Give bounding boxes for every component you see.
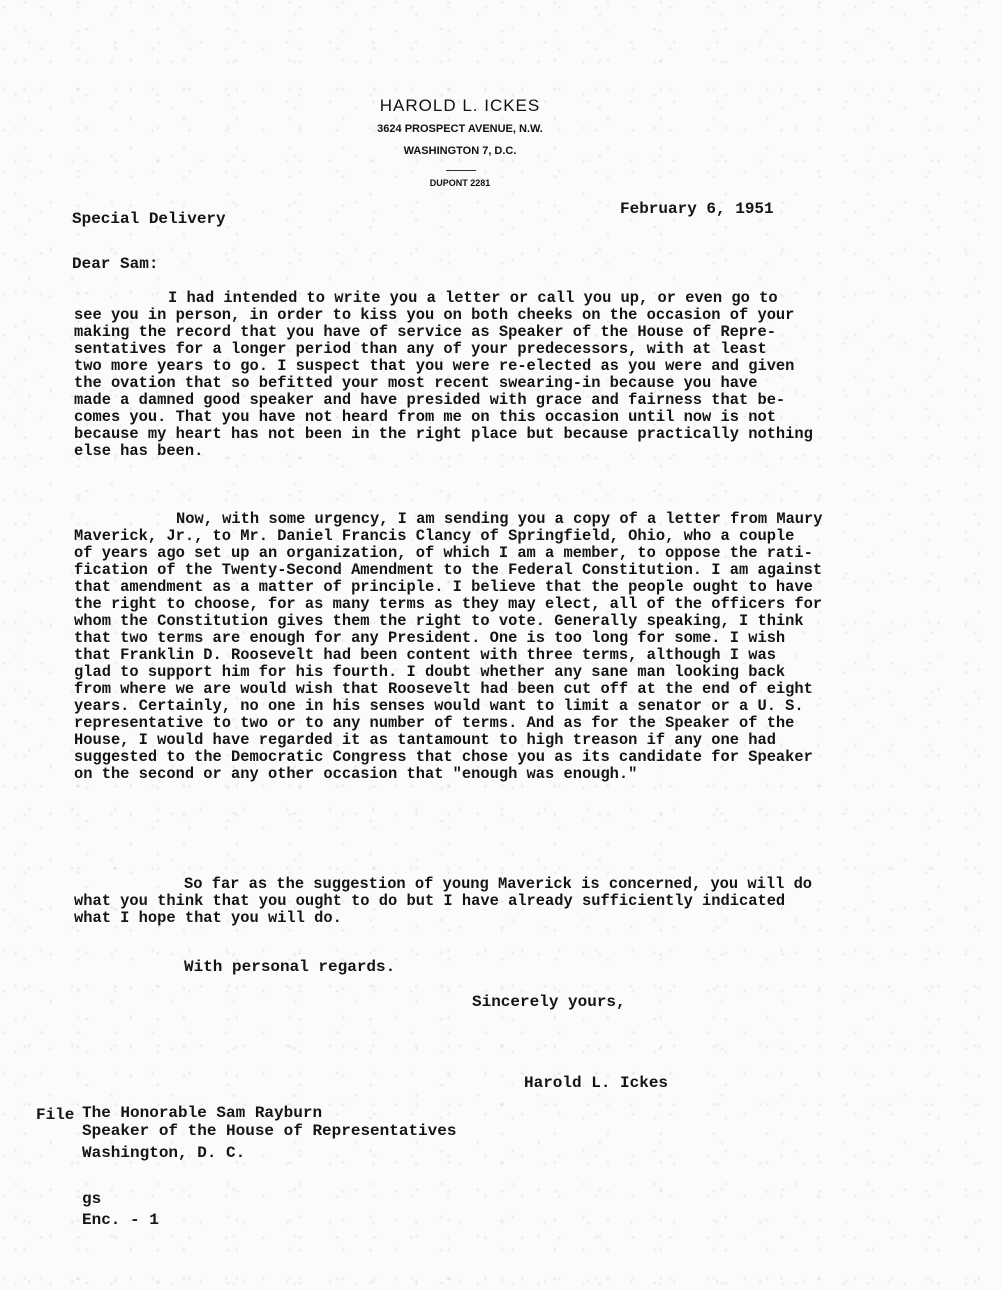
letterhead-name: HAROLD L. ICKES xyxy=(379,96,541,115)
text-line: two more years to go. I suspect that you were re-elected as you were and given xyxy=(74,357,795,375)
text-line: from where we are would wish that Roosevelt had been cut off at the end of eight xyxy=(74,680,813,698)
text-line: that two terms are enough for any President. One is too long for some. I wish xyxy=(74,629,786,647)
typist-initials: gs xyxy=(82,1190,102,1208)
text-line: the ovation that so befitted your most recent swearing-in because you have xyxy=(74,374,758,392)
regards-line: With personal regards. xyxy=(184,958,396,976)
recipient-line-1: The Honorable Sam Rayburn xyxy=(82,1104,323,1122)
text-line: years. Certainly, no one in his senses would want to limit a senator or a U. S. xyxy=(74,697,804,715)
text-line: So far as the suggestion of young Maverick is concerned, you will do xyxy=(184,875,813,893)
text-line: making the record that you have of service as Speaker of the House of Repre- xyxy=(74,323,776,341)
text-line: Maverick, Jr., to Mr. Daniel Francis Clancy of Springfield, Ohio, who a couple xyxy=(74,527,795,545)
letterhead-address: 3624 PROSPECT AVENUE, N.W. xyxy=(377,123,543,135)
paragraph-2 xyxy=(74,511,823,783)
text-line: suggested to the Democratic Congress that chose you as its candidate for Speaker xyxy=(74,748,813,766)
recipient-line-3: Washington, D. C. xyxy=(82,1144,246,1162)
text-line: see you in person, in order to kiss you on both cheeks on the occasion of your xyxy=(74,306,795,324)
enclosure-note: Enc. - 1 xyxy=(82,1211,159,1229)
signature-name: Harold L. Ickes xyxy=(524,1074,669,1092)
text-line: that Franklin D. Roosevelt had been content with three terms, although I was xyxy=(74,646,776,664)
letterhead-phone: DUPONT 2281 xyxy=(429,178,491,188)
text-line: else has been. xyxy=(74,442,204,460)
text-line: what I hope that you will do. xyxy=(74,909,342,927)
text-line: whom the Constitution gives them the right to vote. Generally speaking, I think xyxy=(74,612,804,630)
letterhead-divider xyxy=(446,170,476,171)
text-line: representative to two or to any number of terms. And as for the Speaker of the xyxy=(74,714,795,732)
text-line: fication of the Twenty-Second Amendment to the Federal Constitution. I am against xyxy=(74,561,823,579)
text-line: glad to support him for his fourth. I doubt whether any sane man looking back xyxy=(74,663,786,681)
delivery-note: Special Delivery xyxy=(72,210,226,228)
letter-date: February 6, 1951 xyxy=(620,200,774,218)
file-note: File xyxy=(36,1106,75,1124)
text-line: sentatives for a longer period than any of your predecessors, with at least xyxy=(74,340,767,358)
text-line: of years ago set up an organization, of which I am a member, to oppose the rati- xyxy=(74,544,813,562)
closing: Sincerely yours, xyxy=(472,993,626,1011)
salutation: Dear Sam: xyxy=(72,255,159,273)
text-line: that amendment as a matter of principle. I believe that the people ought to have xyxy=(74,578,813,596)
text-line: on the second or any other occasion that "enough was enough." xyxy=(74,765,638,783)
text-line: House, I would have regarded it as tantamount to high treason if any one had xyxy=(74,731,776,749)
text-line: because my heart has not been in the right place but because practically nothing xyxy=(74,425,813,443)
text-line: the right to choose, for as many terms as they may elect, all of the officers for xyxy=(74,595,823,613)
text-line: I had intended to write you a letter or call you up, or even go to xyxy=(168,289,778,307)
recipient-line-2: Speaker of the House of Representatives xyxy=(82,1122,457,1140)
paragraph-1 xyxy=(74,290,813,460)
text-line: comes you. That you have not heard from me on this occasion until now is not xyxy=(74,408,776,426)
text-line: Now, with some urgency, I am sending you a copy of a letter from Maury xyxy=(176,510,823,528)
text-line: what you think that you ought to do but I have already sufficiently indicated xyxy=(74,892,786,910)
text-line: made a damned good speaker and have presided with grace and fairness that be- xyxy=(74,391,786,409)
letterhead-city: WASHINGTON 7, D.C. xyxy=(403,145,517,157)
paragraph-3 xyxy=(74,876,812,927)
